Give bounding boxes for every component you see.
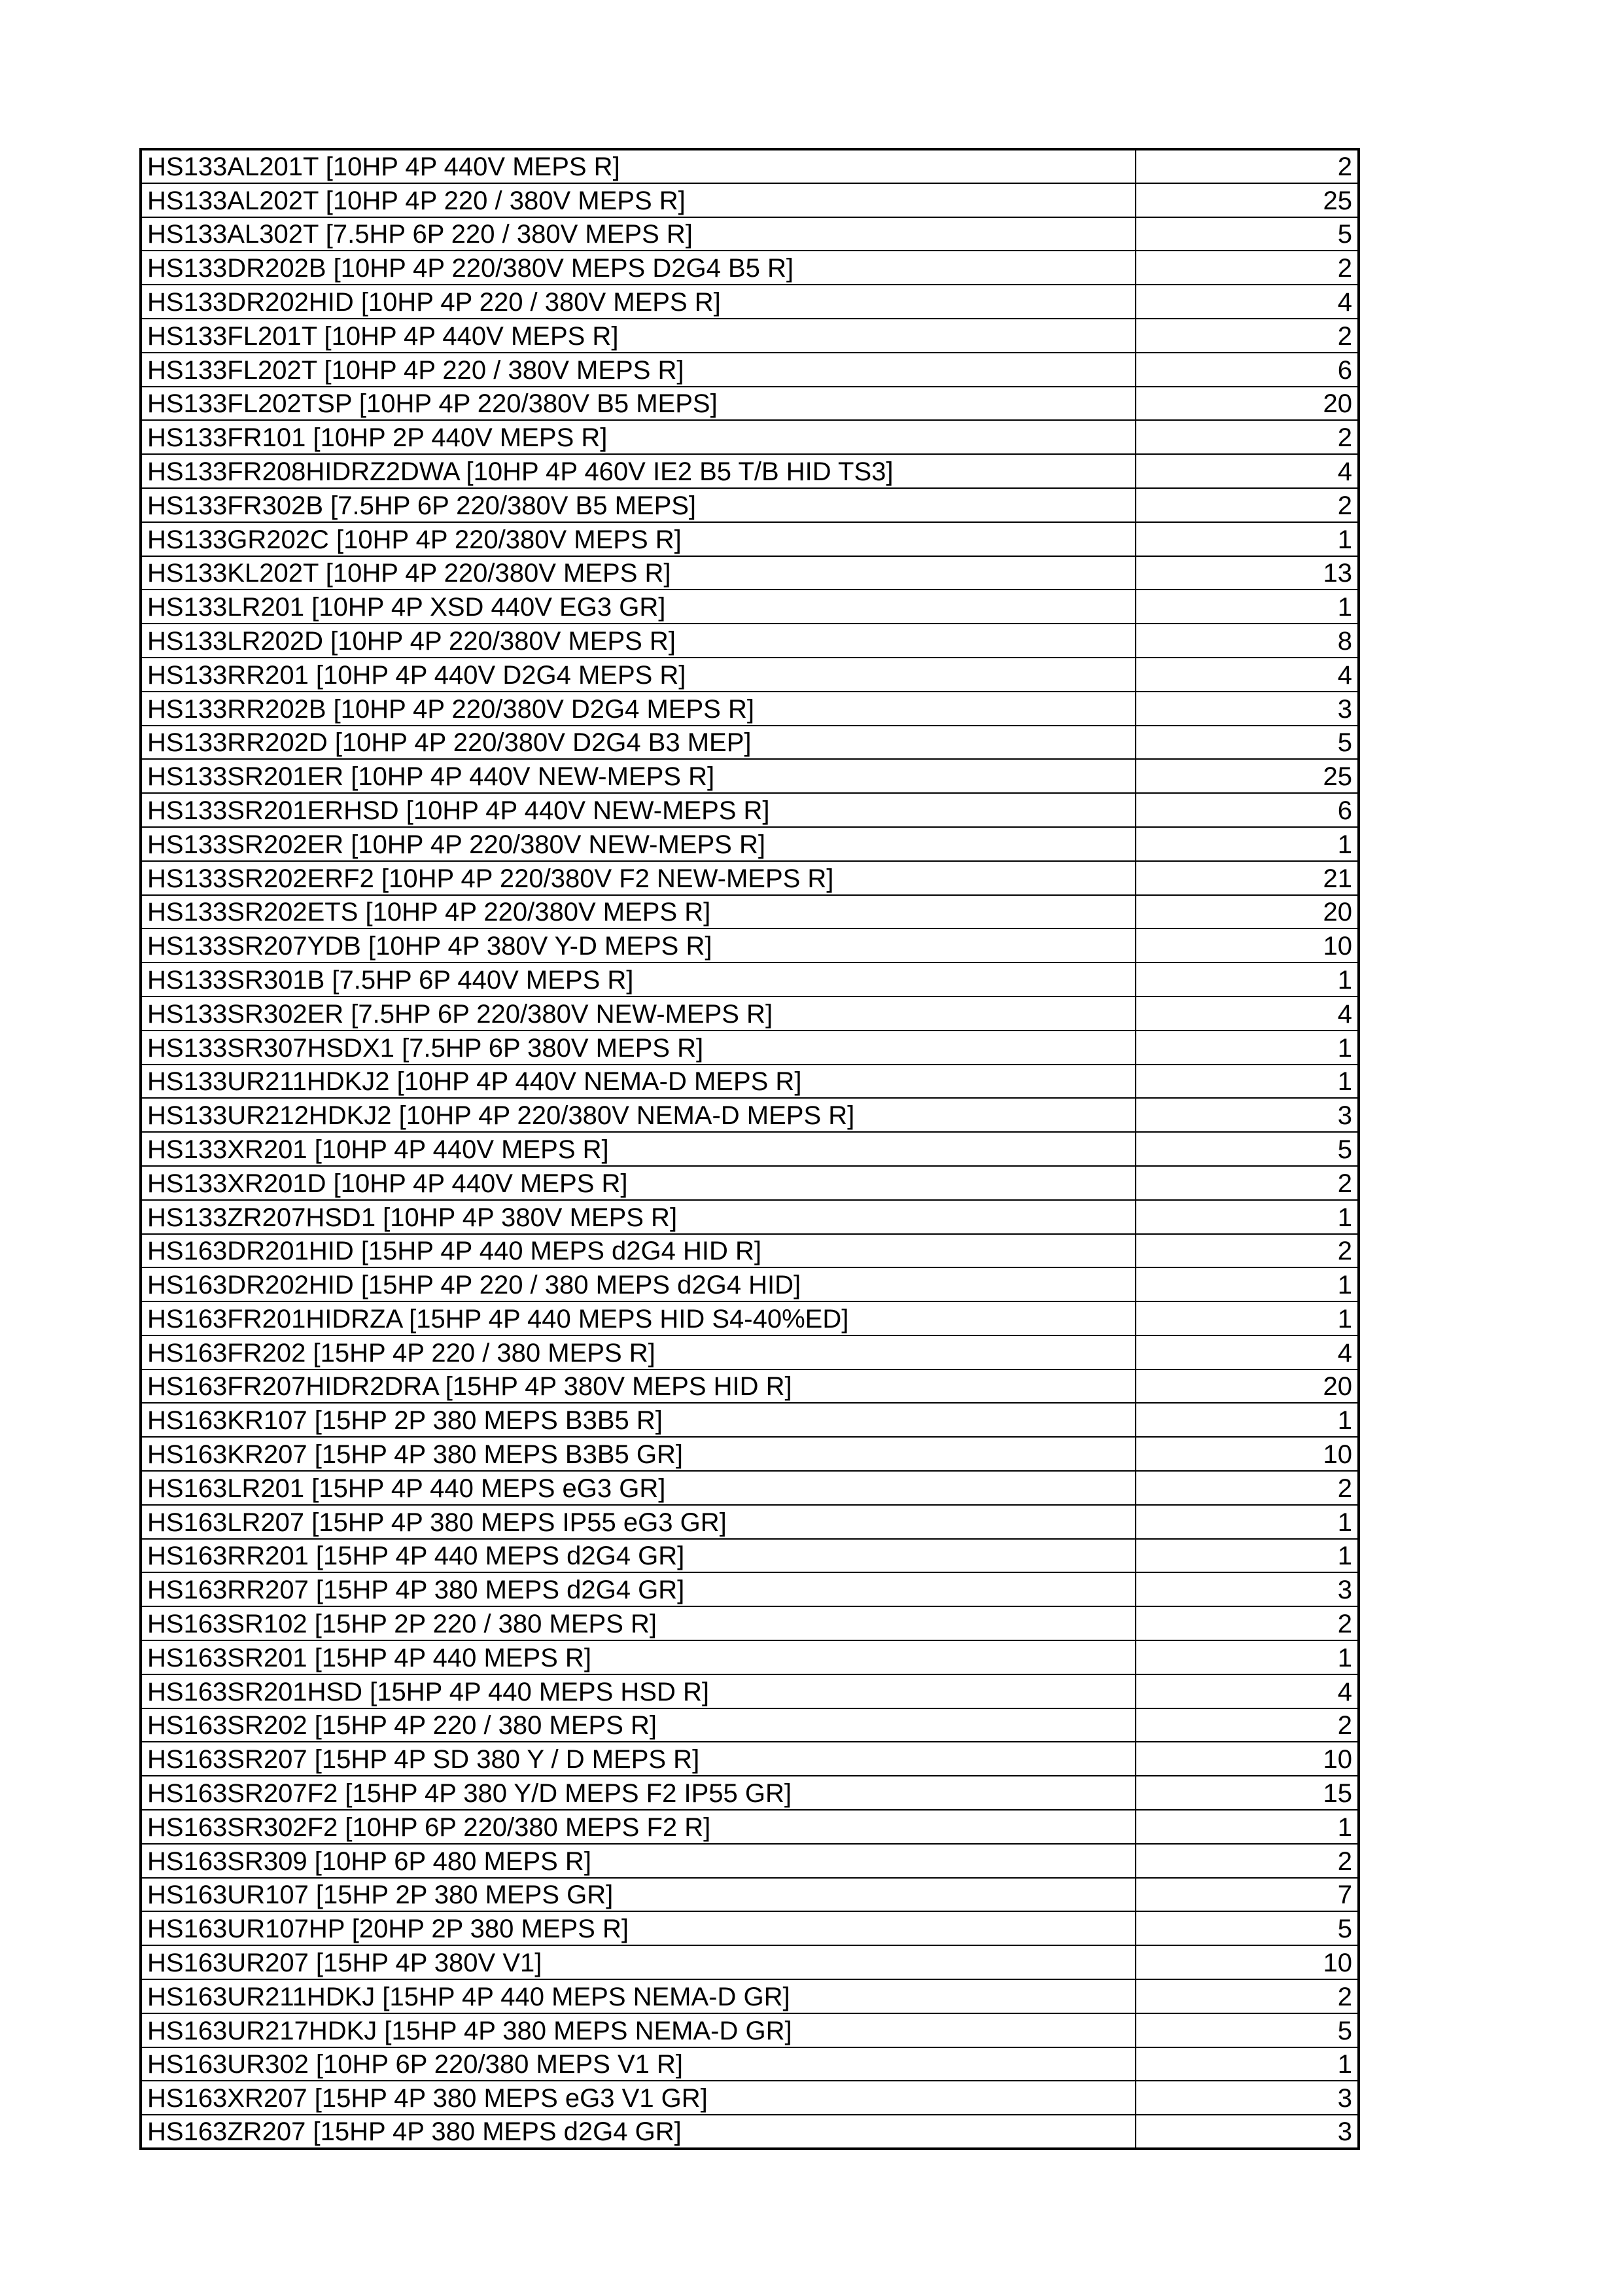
item-quantity-cell: 6 <box>1136 353 1359 387</box>
item-quantity-cell: 2 <box>1136 1606 1359 1640</box>
table-row <box>141 624 1359 658</box>
item-description-cell: HS163SR309 [10HP 6P 480 MEPS R] <box>141 1844 1136 1878</box>
table-row <box>141 1200 1359 1234</box>
table-row <box>141 861 1359 895</box>
table-row <box>141 726 1359 760</box>
item-quantity-cell: 20 <box>1136 895 1359 929</box>
table-row <box>141 827 1359 861</box>
table-row <box>141 793 1359 827</box>
item-quantity-cell: 15 <box>1136 1776 1359 1810</box>
item-description-cell: HS133XR201D [10HP 4P 440V MEPS R] <box>141 1166 1136 1200</box>
table-row <box>141 1065 1359 1099</box>
item-description-cell: HS163UR107HP [20HP 2P 380 MEPS R] <box>141 1911 1136 1945</box>
item-quantity-cell: 6 <box>1136 793 1359 827</box>
item-description-cell: HS163SR207F2 [15HP 4P 380 Y/D MEPS F2 IP55 GR] <box>141 1776 1136 1810</box>
item-quantity-cell: 5 <box>1136 1132 1359 1166</box>
table-row <box>141 1031 1359 1065</box>
item-quantity-cell: 5 <box>1136 726 1359 760</box>
item-quantity-cell: 1 <box>1136 1539 1359 1573</box>
table-row <box>141 1539 1359 1573</box>
item-quantity-cell: 7 <box>1136 1878 1359 1912</box>
item-quantity-cell: 2 <box>1136 1844 1359 1878</box>
table-row <box>141 2081 1359 2115</box>
item-description-cell: HS163DR202HID [15HP 4P 220 / 380 MEPS d2G4 HID] <box>141 1267 1136 1301</box>
item-quantity-cell: 1 <box>1136 522 1359 556</box>
table-row <box>141 1572 1359 1606</box>
item-quantity-cell: 25 <box>1136 183 1359 217</box>
table-row <box>141 1606 1359 1640</box>
item-description-cell: HS133SR202ETS [10HP 4P 220/380V MEPS R] <box>141 895 1136 929</box>
table-row <box>141 285 1359 319</box>
table-row <box>141 1776 1359 1810</box>
item-description-cell: HS133SR301B [7.5HP 6P 440V MEPS R] <box>141 963 1136 997</box>
item-description-cell: HS133RR202D [10HP 4P 220/380V D2G4 B3 MEP] <box>141 726 1136 760</box>
table-row <box>141 1267 1359 1301</box>
table-row <box>141 319 1359 353</box>
item-description-cell: HS163UR207 [15HP 4P 380V V1] <box>141 1945 1136 1979</box>
item-quantity-cell: 1 <box>1136 1267 1359 1301</box>
item-description-cell: HS163SR201 [15HP 4P 440 MEPS R] <box>141 1640 1136 1674</box>
item-quantity-cell: 8 <box>1136 624 1359 658</box>
item-description-cell: HS163UR211HDKJ [15HP 4P 440 MEPS NEMA-D GR] <box>141 1979 1136 2013</box>
item-quantity-cell: 5 <box>1136 217 1359 251</box>
item-quantity-cell: 4 <box>1136 658 1359 692</box>
item-quantity-cell: 2 <box>1136 251 1359 285</box>
item-quantity-cell: 3 <box>1136 1098 1359 1132</box>
item-description-cell: HS163KR207 [15HP 4P 380 MEPS B3B5 GR] <box>141 1437 1136 1471</box>
item-quantity-cell: 4 <box>1136 1335 1359 1369</box>
table-row <box>141 1708 1359 1742</box>
item-description-cell: HS133AL302T [7.5HP 6P 220 / 380V MEPS R] <box>141 217 1136 251</box>
table-row <box>141 1166 1359 1200</box>
item-description-cell: HS163DR201HID [15HP 4P 440 MEPS d2G4 HID R] <box>141 1234 1136 1268</box>
item-description-cell: HS133SR307HSDX1 [7.5HP 6P 380V MEPS R] <box>141 1031 1136 1065</box>
item-description-cell: HS163UR217HDKJ [15HP 4P 380 MEPS NEMA-D GR] <box>141 2013 1136 2047</box>
item-description-cell: HS133FL202TSP [10HP 4P 220/380V B5 MEPS] <box>141 387 1136 421</box>
item-description-cell: HS163UR302 [10HP 6P 220/380 MEPS V1 R] <box>141 2047 1136 2081</box>
table-row <box>141 2115 1359 2149</box>
item-description-cell: HS133FR302B [7.5HP 6P 220/380V B5 MEPS] <box>141 488 1136 522</box>
item-description-cell: HS133FR101 [10HP 2P 440V MEPS R] <box>141 420 1136 454</box>
item-quantity-cell: 4 <box>1136 454 1359 488</box>
table-row <box>141 1505 1359 1539</box>
inventory-table <box>139 148 1360 2150</box>
item-description-cell: HS133SR202ER [10HP 4P 220/380V NEW-MEPS R] <box>141 827 1136 861</box>
table-row <box>141 963 1359 997</box>
item-quantity-cell: 1 <box>1136 590 1359 624</box>
item-description-cell: HS133FL201T [10HP 4P 440V MEPS R] <box>141 319 1136 353</box>
table-row <box>141 1132 1359 1166</box>
item-description-cell: HS163RR201 [15HP 4P 440 MEPS d2G4 GR] <box>141 1539 1136 1573</box>
item-quantity-cell: 1 <box>1136 1403 1359 1437</box>
item-quantity-cell: 1 <box>1136 1505 1359 1539</box>
item-quantity-cell: 1 <box>1136 1640 1359 1674</box>
table-row <box>141 1640 1359 1674</box>
inventory-table-body <box>141 149 1359 2149</box>
table-row <box>141 1979 1359 2013</box>
item-quantity-cell: 20 <box>1136 1369 1359 1404</box>
item-description-cell: HS163UR107 [15HP 2P 380 MEPS GR] <box>141 1878 1136 1912</box>
item-quantity-cell: 2 <box>1136 420 1359 454</box>
item-description-cell: HS163SR202 [15HP 4P 220 / 380 MEPS R] <box>141 1708 1136 1742</box>
table-row <box>141 387 1359 421</box>
item-description-cell: HS133SR302ER [7.5HP 6P 220/380V NEW-MEPS R] <box>141 997 1136 1031</box>
table-row <box>141 2047 1359 2081</box>
table-row <box>141 590 1359 624</box>
table-row <box>141 1844 1359 1878</box>
item-description-cell: HS163FR201HIDRZA [15HP 4P 440 MEPS HID S4-40%ED] <box>141 1301 1136 1335</box>
item-description-cell: HS133SR201ER [10HP 4P 440V NEW-MEPS R] <box>141 759 1136 793</box>
item-quantity-cell: 2 <box>1136 1471 1359 1505</box>
item-quantity-cell: 2 <box>1136 1234 1359 1268</box>
table-row <box>141 895 1359 929</box>
item-description-cell: HS133SR207YDB [10HP 4P 380V Y-D MEPS R] <box>141 928 1136 963</box>
item-description-cell: HS163XR207 [15HP 4P 380 MEPS eG3 V1 GR] <box>141 2081 1136 2115</box>
item-quantity-cell: 2 <box>1136 319 1359 353</box>
item-description-cell: HS163FR207HIDR2DRA [15HP 4P 380V MEPS HID R] <box>141 1369 1136 1404</box>
item-quantity-cell: 2 <box>1136 1979 1359 2013</box>
item-quantity-cell: 3 <box>1136 1572 1359 1606</box>
item-quantity-cell: 1 <box>1136 1065 1359 1099</box>
item-description-cell: HS133RR201 [10HP 4P 440V D2G4 MEPS R] <box>141 658 1136 692</box>
item-description-cell: HS163KR107 [15HP 2P 380 MEPS B3B5 R] <box>141 1403 1136 1437</box>
item-description-cell: HS133RR202B [10HP 4P 220/380V D2G4 MEPS R] <box>141 692 1136 726</box>
item-quantity-cell: 10 <box>1136 928 1359 963</box>
item-quantity-cell: 2 <box>1136 1166 1359 1200</box>
table-row <box>141 217 1359 251</box>
item-quantity-cell: 25 <box>1136 759 1359 793</box>
table-row <box>141 1674 1359 1708</box>
item-description-cell: HS133LR202D [10HP 4P 220/380V MEPS R] <box>141 624 1136 658</box>
table-row <box>141 1437 1359 1471</box>
item-quantity-cell: 5 <box>1136 2013 1359 2047</box>
item-description-cell: HS133ZR207HSD1 [10HP 4P 380V MEPS R] <box>141 1200 1136 1234</box>
item-description-cell: HS133AL201T [10HP 4P 440V MEPS R] <box>141 149 1136 183</box>
item-quantity-cell: 1 <box>1136 1301 1359 1335</box>
table-row <box>141 1945 1359 1979</box>
item-description-cell: HS163SR102 [15HP 2P 220 / 380 MEPS R] <box>141 1606 1136 1640</box>
item-quantity-cell: 10 <box>1136 1437 1359 1471</box>
item-description-cell: HS163SR201HSD [15HP 4P 440 MEPS HSD R] <box>141 1674 1136 1708</box>
item-description-cell: HS133GR202C [10HP 4P 220/380V MEPS R] <box>141 522 1136 556</box>
table-row <box>141 2013 1359 2047</box>
table-row <box>141 420 1359 454</box>
inventory-sheet <box>139 148 1357 2150</box>
table-row <box>141 692 1359 726</box>
item-description-cell: HS133FR208HIDRZ2DWA [10HP 4P 460V IE2 B5 T/B HID TS3] <box>141 454 1136 488</box>
table-row <box>141 522 1359 556</box>
item-quantity-cell: 4 <box>1136 285 1359 319</box>
table-row <box>141 928 1359 963</box>
table-row <box>141 1742 1359 1776</box>
item-description-cell: HS133SR201ERHSD [10HP 4P 440V NEW-MEPS R] <box>141 793 1136 827</box>
item-quantity-cell: 4 <box>1136 997 1359 1031</box>
table-row <box>141 1911 1359 1945</box>
item-quantity-cell: 10 <box>1136 1742 1359 1776</box>
table-row <box>141 1878 1359 1912</box>
table-row <box>141 251 1359 285</box>
item-quantity-cell: 3 <box>1136 2115 1359 2149</box>
item-description-cell: HS163SR302F2 [10HP 6P 220/380 MEPS F2 R] <box>141 1810 1136 1844</box>
table-row <box>141 454 1359 488</box>
item-description-cell: HS133SR202ERF2 [10HP 4P 220/380V F2 NEW-MEPS R] <box>141 861 1136 895</box>
item-description-cell: HS163LR201 [15HP 4P 440 MEPS eG3 GR] <box>141 1471 1136 1505</box>
table-row <box>141 556 1359 590</box>
item-description-cell: HS163RR207 [15HP 4P 380 MEPS d2G4 GR] <box>141 1572 1136 1606</box>
table-row <box>141 183 1359 217</box>
item-quantity-cell: 2 <box>1136 488 1359 522</box>
item-quantity-cell: 1 <box>1136 963 1359 997</box>
table-row <box>141 1369 1359 1404</box>
table-row <box>141 658 1359 692</box>
item-description-cell: HS133LR201 [10HP 4P XSD 440V EG3 GR] <box>141 590 1136 624</box>
table-row <box>141 1471 1359 1505</box>
item-quantity-cell: 1 <box>1136 827 1359 861</box>
item-quantity-cell: 13 <box>1136 556 1359 590</box>
table-row <box>141 1810 1359 1844</box>
item-description-cell: HS133DR202HID [10HP 4P 220 / 380V MEPS R] <box>141 285 1136 319</box>
table-row <box>141 1335 1359 1369</box>
item-description-cell: HS133XR201 [10HP 4P 440V MEPS R] <box>141 1132 1136 1166</box>
item-quantity-cell: 4 <box>1136 1674 1359 1708</box>
table-row <box>141 1098 1359 1132</box>
item-quantity-cell: 10 <box>1136 1945 1359 1979</box>
item-description-cell: HS133AL202T [10HP 4P 220 / 380V MEPS R] <box>141 183 1136 217</box>
item-description-cell: HS163SR207 [15HP 4P SD 380 Y / D MEPS R] <box>141 1742 1136 1776</box>
table-row <box>141 353 1359 387</box>
table-row <box>141 1301 1359 1335</box>
item-quantity-cell: 21 <box>1136 861 1359 895</box>
item-description-cell: HS163ZR207 [15HP 4P 380 MEPS d2G4 GR] <box>141 2115 1136 2149</box>
item-quantity-cell: 2 <box>1136 149 1359 183</box>
item-description-cell: HS133UR212HDKJ2 [10HP 4P 220/380V NEMA-D MEPS R] <box>141 1098 1136 1132</box>
table-row <box>141 759 1359 793</box>
table-row <box>141 149 1359 183</box>
item-quantity-cell: 5 <box>1136 1911 1359 1945</box>
item-description-cell: HS163LR207 [15HP 4P 380 MEPS IP55 eG3 GR] <box>141 1505 1136 1539</box>
table-row <box>141 488 1359 522</box>
item-description-cell: HS133DR202B [10HP 4P 220/380V MEPS D2G4 B5 R] <box>141 251 1136 285</box>
item-quantity-cell: 1 <box>1136 2047 1359 2081</box>
item-quantity-cell: 20 <box>1136 387 1359 421</box>
item-description-cell: HS133KL202T [10HP 4P 220/380V MEPS R] <box>141 556 1136 590</box>
item-quantity-cell: 2 <box>1136 1708 1359 1742</box>
item-quantity-cell: 3 <box>1136 692 1359 726</box>
item-description-cell: HS133UR211HDKJ2 [10HP 4P 440V NEMA-D MEPS R] <box>141 1065 1136 1099</box>
table-row <box>141 1234 1359 1268</box>
item-quantity-cell: 1 <box>1136 1200 1359 1234</box>
item-quantity-cell: 3 <box>1136 2081 1359 2115</box>
table-row <box>141 997 1359 1031</box>
table-row <box>141 1403 1359 1437</box>
item-quantity-cell: 1 <box>1136 1031 1359 1065</box>
item-quantity-cell: 1 <box>1136 1810 1359 1844</box>
item-description-cell: HS163FR202 [15HP 4P 220 / 380 MEPS R] <box>141 1335 1136 1369</box>
item-description-cell: HS133FL202T [10HP 4P 220 / 380V MEPS R] <box>141 353 1136 387</box>
